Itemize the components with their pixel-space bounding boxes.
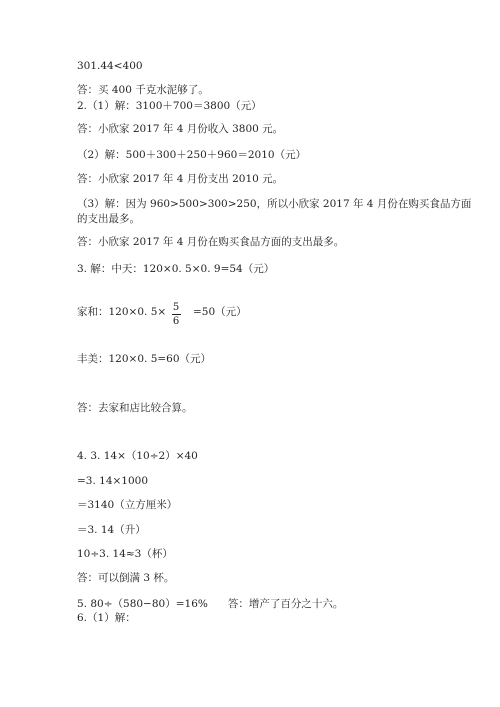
text-line: 3. 解：中天：120×0. 5×0. 9=54（元） <box>77 263 275 275</box>
text-line: 6.（1）解： <box>77 612 136 624</box>
fraction-bar <box>172 314 181 315</box>
fraction <box>171 302 181 327</box>
text-line: =3. 14×1000 <box>77 475 149 487</box>
text-line: 家和：120×0. 5× <box>77 306 167 318</box>
text-line: 5. 80÷（580−80）=16% 答：增产了百分之十六。 <box>77 598 344 610</box>
text-line: 答：小欣家 2017 年 4 月份在购买食品方面的支出最多。 <box>77 236 345 248</box>
text-line: =50（元） <box>193 306 247 318</box>
text-line: 答：买 400 千克水泥够了。 <box>77 84 209 96</box>
text-line: 10÷3. 14≈3（杯） <box>77 548 173 560</box>
fraction-numerator: 5 <box>172 302 180 313</box>
text-line: 的支出最多。 <box>77 213 140 225</box>
text-line: ＝3. 14（升） <box>77 524 146 536</box>
text-line: ＝3140（立方厘米） <box>77 499 178 511</box>
text-line: 答：小欣家 2017 年 4 月份支出 2010 元。 <box>77 173 284 185</box>
text-line: 2.（1）解：3100＋700＝3800（元） <box>77 100 262 112</box>
fraction-denominator: 6 <box>172 316 180 327</box>
text-line: 答：去家和店比较合算。 <box>77 402 193 414</box>
text-line: 4. 3. 14×（10÷2）×40 <box>77 450 198 462</box>
text-line: 301.44<400 <box>77 60 143 72</box>
text-line: （2）解：500＋300＋250＋960＝2010（元） <box>77 149 307 161</box>
text-line: （3）解：因为 960>500>300>250，所以小欣家 2017 年 4 月份在购买食品方面 <box>77 198 472 210</box>
text-line: 答：小欣家 2017 年 4 月份收入 3800 元。 <box>77 123 284 135</box>
text-line: 答：可以倒满 3 杯。 <box>77 572 175 584</box>
text-line: 丰美：120×0. 5=60（元） <box>77 353 212 365</box>
